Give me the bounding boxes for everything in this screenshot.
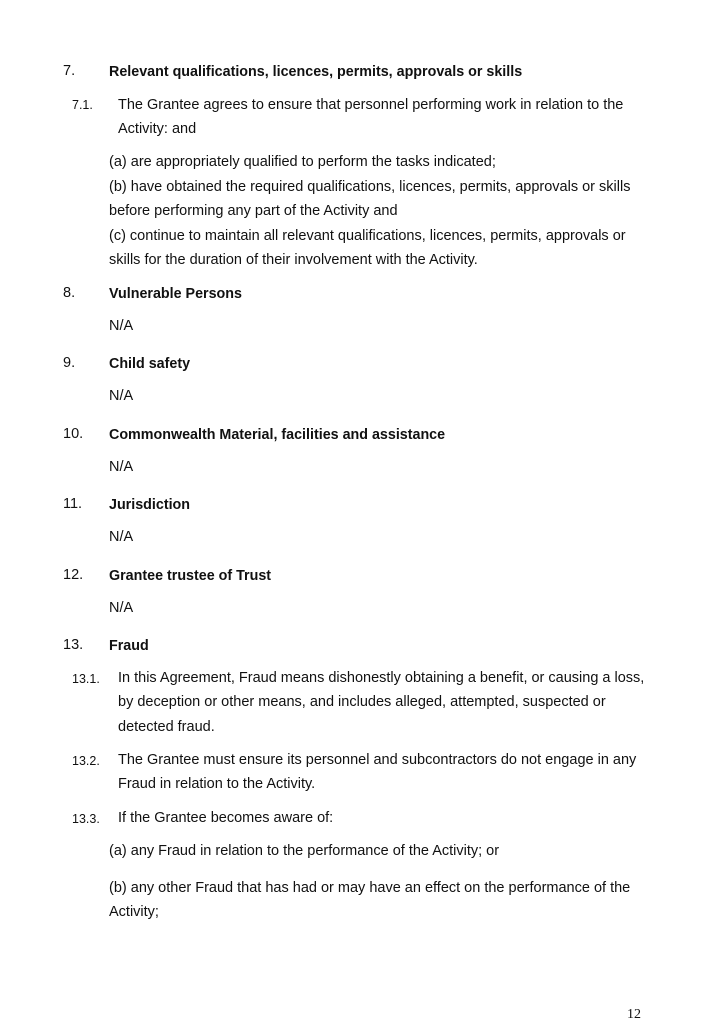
clause-number: 13.1. (72, 672, 100, 686)
section-title: Vulnerable Persons (109, 286, 242, 302)
clause-line: The Grantee must ensure its personnel and subcontractors do not engage in any (118, 752, 637, 768)
section-title: Jurisdiction (109, 497, 191, 513)
clause-number: 7.1. (72, 98, 93, 112)
section-body: N/A (109, 600, 134, 616)
list-item: (b) any other Fraud that has had or may have an effect on the performance of the (109, 880, 631, 896)
section-number: 8. (63, 285, 76, 301)
section-title: Grantee trustee of Trust (109, 568, 272, 584)
clause-number: 13.3. (72, 812, 100, 826)
list-item: before performing any part of the Activity and (109, 203, 398, 219)
list-item: (c) continue to maintain all relevant qualifications, licences, permits, approvals or (109, 228, 626, 244)
section-number: 12. (63, 567, 84, 583)
list-item: (a) any Fraud in relation to the performance of the Activity; or (109, 843, 500, 859)
clause-line: Activity: and (118, 121, 197, 137)
clause-line: detected fraud. (118, 719, 215, 735)
clause-line: If the Grantee becomes aware of: (118, 810, 334, 826)
section-number: 11. (63, 496, 83, 512)
section-body: N/A (109, 529, 134, 545)
clause-number: 13.2. (72, 754, 100, 768)
section-body: N/A (109, 388, 134, 404)
list-item: Activity; (109, 904, 159, 920)
section-title: Child safety (109, 356, 191, 372)
clause-line: Fraud in relation to the Activity. (118, 776, 316, 792)
section-body: N/A (109, 318, 134, 334)
section-title: Commonwealth Material, facilities and assistance (109, 427, 446, 443)
section-number: 13. (63, 637, 84, 653)
clause-line: The Grantee agrees to ensure that personnel performing work in relation to the (118, 97, 624, 113)
section-title: Relevant qualifications, licences, permits, approvals or skills (109, 64, 523, 80)
section-number: 7. (63, 63, 76, 79)
page-number: 12 (627, 1007, 641, 1022)
list-item: (a) are appropriately qualified to perform the tasks indicated; (109, 154, 496, 170)
clause-line: by deception or other means, and includes alleged, attempted, suspected or (118, 694, 606, 710)
section-body: N/A (109, 459, 134, 475)
list-item: skills for the duration of their involvement with the Activity. (109, 252, 478, 268)
list-item: (b) have obtained the required qualifications, licences, permits, approvals or skills (109, 179, 631, 195)
section-title: Fraud (109, 638, 149, 654)
clause-line: In this Agreement, Fraud means dishonestly obtaining a benefit, or causing a loss, (118, 670, 645, 686)
section-number: 10. (63, 426, 84, 442)
section-number: 9. (63, 355, 76, 371)
